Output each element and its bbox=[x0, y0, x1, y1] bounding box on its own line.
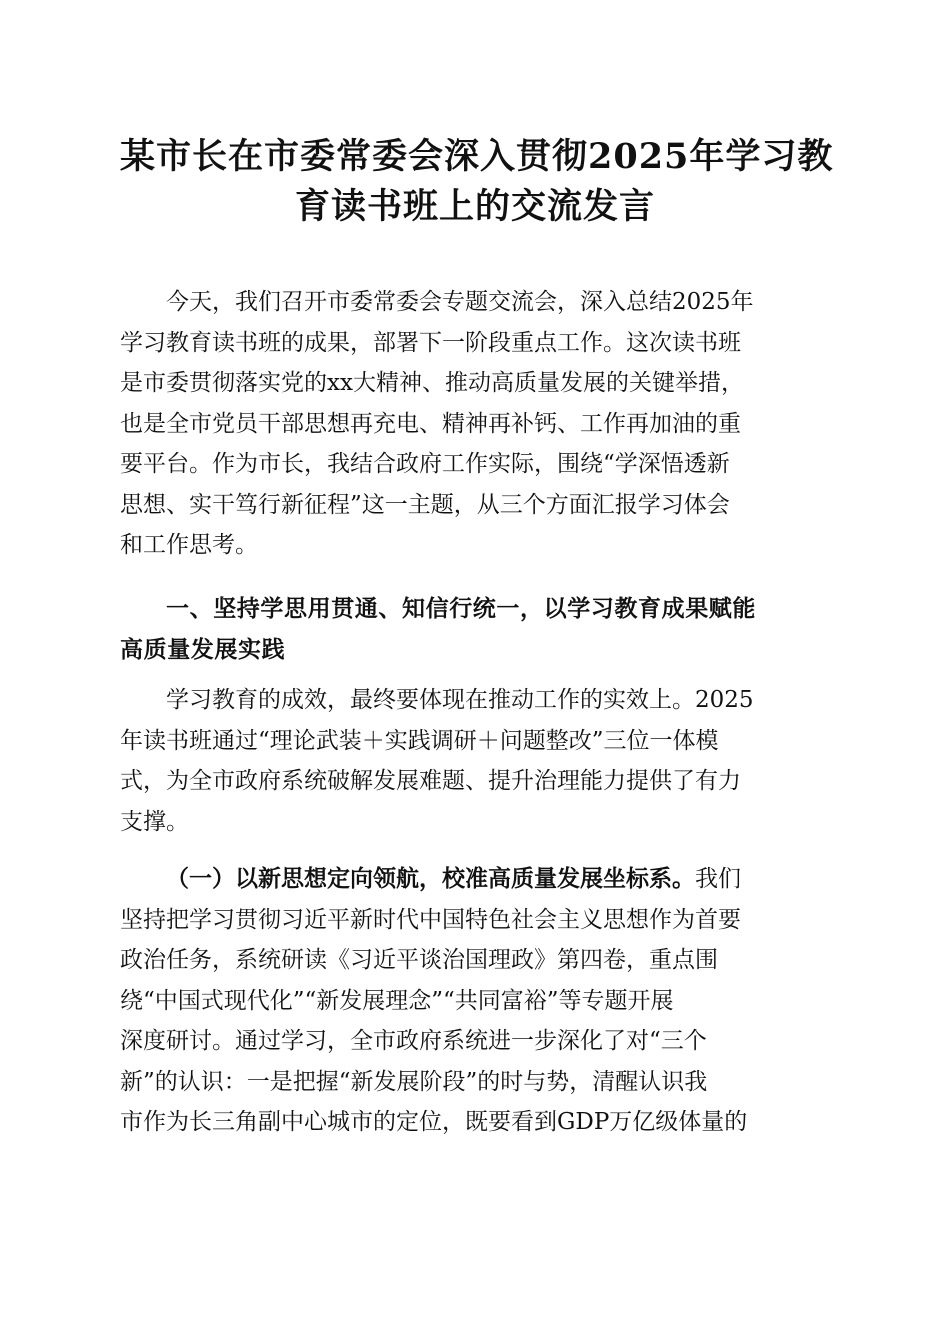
paragraph-line: 和工作思考。 bbox=[120, 532, 258, 558]
paragraph-line-rest: 我们 bbox=[695, 866, 741, 892]
paragraph-line: 要平台。作为市长，我结合政府工作实际，围绕“学深悟透新 bbox=[120, 451, 730, 477]
paragraph-line: 市作为长三角副中心城市的定位，既要看到GDP万亿级体量的 bbox=[120, 1109, 748, 1135]
paragraph-line: 坚持把学习贯彻习近平新时代中国特色社会主义思想作为首要 bbox=[120, 906, 741, 933]
paragraph-line: 新”的认识：一是把握“新发展阶段”的时与势，清醒认识我 bbox=[120, 1068, 708, 1095]
intro-paragraph bbox=[120, 282, 830, 566]
paragraph-line: 式，为全市政府系统破解发展难题、提升治理能力提供了有力 bbox=[120, 768, 741, 794]
heading-line: 高质量发展实践 bbox=[120, 636, 286, 663]
paragraph-line: 深度研讨。通过学习，全市政府系统进一步深化了对“三个 bbox=[120, 1028, 707, 1054]
paragraph-line: 也是全市党员干部思想再充电、精神再补钙、工作再加油的重 bbox=[120, 410, 741, 437]
title-line: 某市长在市委常委会深入贯彻2025年学习教 bbox=[120, 136, 834, 177]
paragraph-line: 支撑。 bbox=[120, 808, 189, 835]
paragraph-line: 思想、实干笃行新征程”这一主题，从三个方面汇报学习体会 bbox=[120, 491, 730, 518]
heading-line: 一、坚持学思用贯通、知信行统一，以学习教育成果赋能 bbox=[166, 596, 756, 622]
section-heading-one bbox=[120, 589, 830, 670]
paragraph-line bbox=[120, 859, 830, 900]
paragraph-line: 年读书班通过“理论武装＋实践调研＋问题整改”三位一体模 bbox=[120, 727, 719, 754]
subsection-one-paragraph bbox=[120, 859, 830, 1143]
paragraph-line: 是市委贯彻落实党的xx大精神、推动高质量发展的关键举措， bbox=[120, 370, 744, 396]
paragraph-line: 绕“中国式现代化”“新发展理念”“共同富裕”等专题开展 bbox=[120, 987, 674, 1014]
paragraph-line: 学习教育读书班的成果，部署下一阶段重点工作。这次读书班 bbox=[120, 329, 741, 356]
paragraph-line: 政治任务，系统研读《习近平谈治国理政》第四卷，重点围 bbox=[120, 947, 718, 973]
section-one-paragraph bbox=[120, 680, 830, 842]
subsection-heading: （一）以新思想定向领航，校准高质量发展坐标系。 bbox=[166, 865, 695, 892]
title-line: 育读书班上的交流发言 bbox=[294, 186, 655, 227]
document-title bbox=[120, 132, 834, 232]
paragraph-line: 学习教育的成效，最终要体现在推动工作的实效上。2025 bbox=[166, 687, 754, 713]
paragraph-line: 今天，我们召开市委常委会专题交流会，深入总结2025年 bbox=[166, 289, 754, 315]
